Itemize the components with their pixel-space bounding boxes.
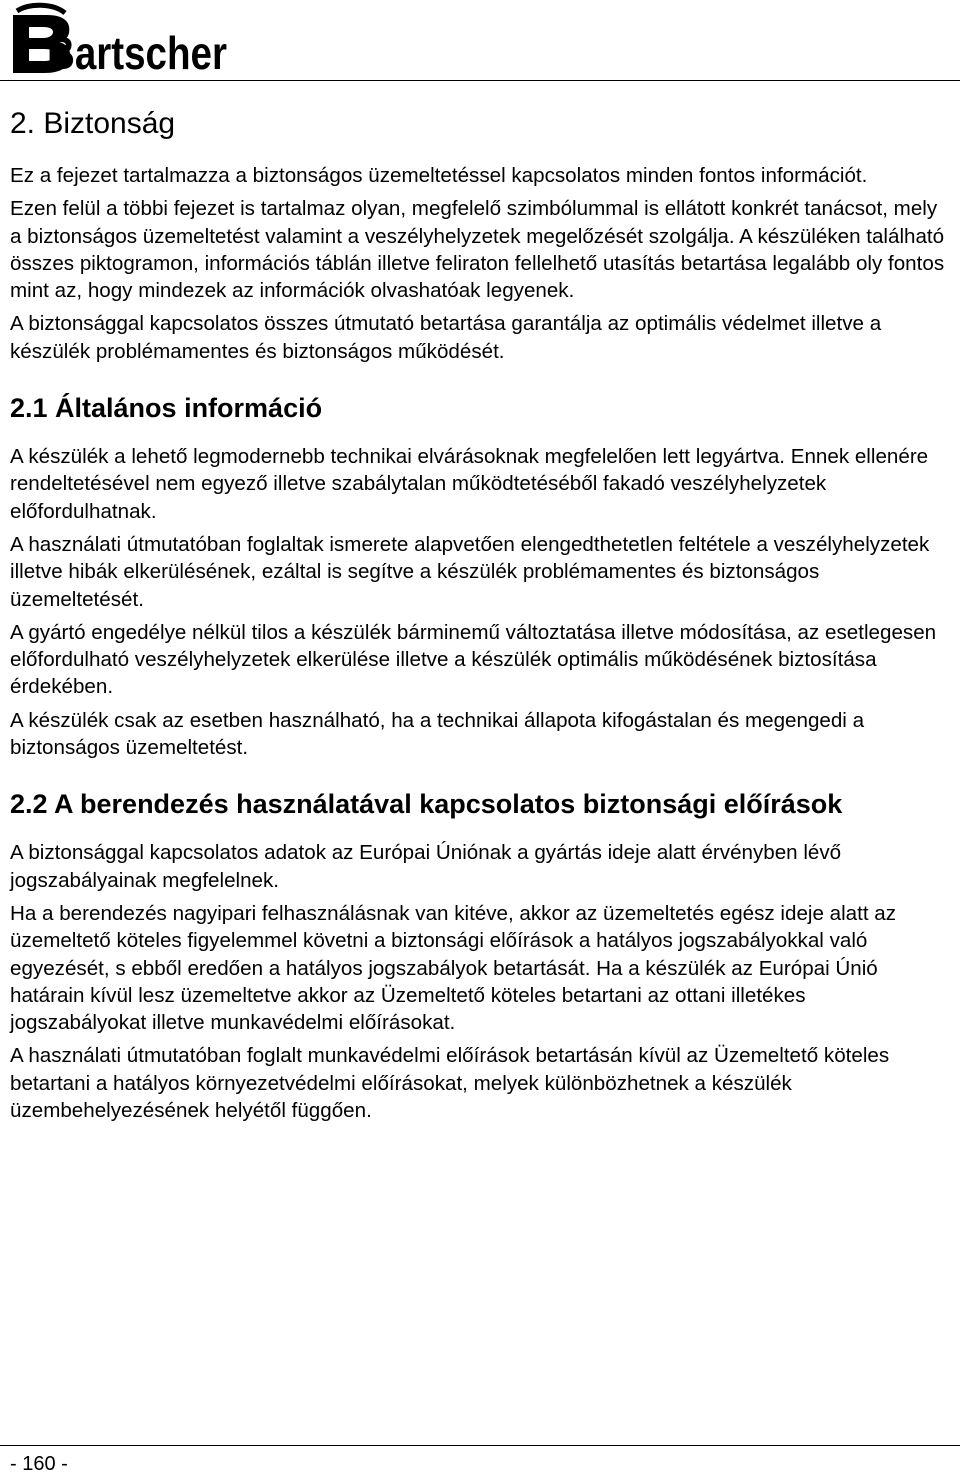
paragraph: A biztonsággal kapcsolatos összes útmutató betartása garantálja az optimális védelmet illetve a készülék problémamentes és biztonságos működését. [10, 312, 882, 363]
paragraph: A gyártó engedélye nélkül tilos a készülék bárminemű változtatása illetve módosítása, az esetlegesen előfordulható veszélyhelyzetek elkerülése illetve a készülék optimális működésének biztosítása érdekében. [10, 620, 937, 699]
paragraph: A használati útmutatóban foglaltak ismerete alapvetően elengedthetetlen feltétele a veszélyhelyzetek illetve hibák elkerülésének, ezáltal is segítve a készülék problémamentes és biztonságos üzemeltetését. [10, 532, 930, 611]
header-divider [0, 80, 960, 81]
page-header [0, 0, 960, 82]
footer-divider [0, 1445, 960, 1446]
section-safety-regulations [10, 787, 945, 1124]
section-title: 2. Biztonság [10, 107, 176, 140]
page-content [10, 104, 945, 1130]
section-safety [10, 104, 945, 365]
paragraph: Ez a fejezet tartalmazza a biztonságos üzemeltetéssel kapcsolatos minden fontos információt. [10, 164, 868, 187]
page-number: - 160 - [10, 1453, 68, 1475]
section-general-information [10, 391, 945, 761]
paragraph: A használati útmutatóban foglalt munkavédelmi előírások betartásán kívül az Üzemeltető köteles betartani a hatályos környezetvédelmi előírásokat, melyek különbözhetnek a készülék üzembehelyezésének helyétől függően. [10, 1044, 890, 1123]
paragraph: A készülék csak az esetben használható, ha a technikai állapota kifogástalan és megengedi a biztonságos üzemeltetést. [10, 708, 865, 760]
paragraph: A készülék a lehető legmodernebb technikai elvárásoknak megfelelően lett legyártva. Ennek ellenére rendeltetésével nem egyező illetve szabálytalan működtetéséből fakadó veszélyhelyzetek előfordulhatnak. [10, 445, 929, 523]
paragraph: Ha a berendezés nagyipari felhasználásnak van kitéve, akkor az üzemeltetés egész ideje alatt az üzemeltető köteles figyelemmel követni a biztonsági előírások a hatályos jogszabályokkal való egyezését, s ebből eredően a hatályos jogszabályok betartását. Ha a készülék az Európai Únió határain kívül lesz üzemeltetve akkor az Üzemeltető köteles betartani az ottani illetékes jogszabályokat illetve munkavédelmi előírásokat. [10, 901, 897, 1035]
subsection-title: 2.1 Általános információ [10, 393, 323, 424]
subsection-title: 2.2 A berendezés használatával kapcsolatos biztonsági előírások [10, 789, 843, 820]
paragraph: Ezen felül a többi fejezet is tartalmaz olyan, megfelelő szimbólummal is ellátott konkrét tanácsot, mely a biztonságos üzemeltetést valamint a veszélyhelyzetek megelőzését szolgálja. A készüléken található összes piktogramon, információs táblán illetve feliraton fellelhető utasítás betartása legalább oly fontos mint az, hogy mindezek az információk olvashatóak legyenek. [10, 197, 945, 303]
logo-wordmark: Bartscher [47, 27, 228, 79]
paragraph: A biztonsággal kapcsolatos adatok az Európai Úniónak a gyártás ideje alatt érvényben lévő jogszabályainak megfelelnek. [10, 841, 842, 892]
bartscher-logo [9, 3, 229, 79]
